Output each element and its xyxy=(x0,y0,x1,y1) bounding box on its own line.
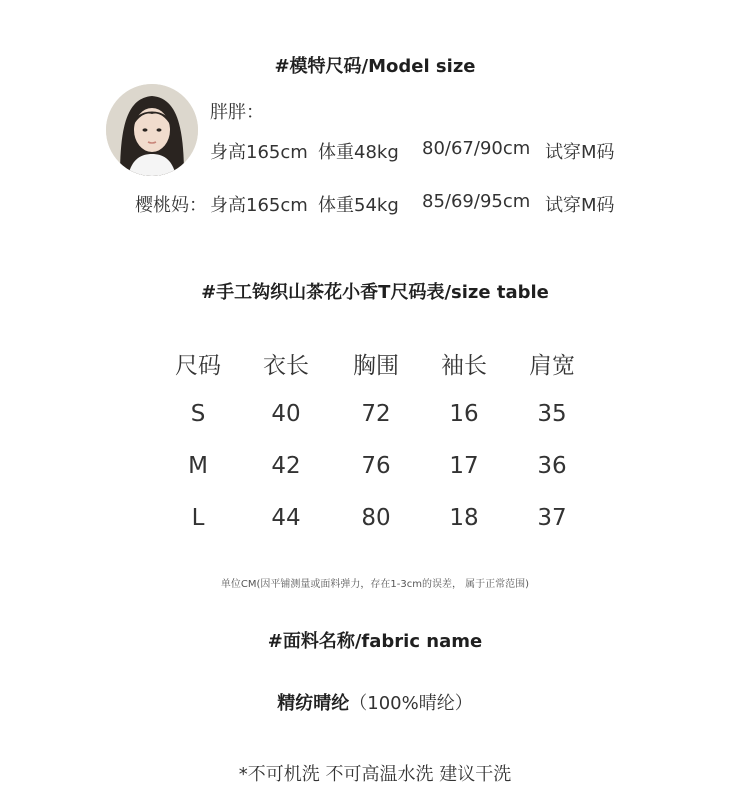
fabric-name xyxy=(0,689,750,715)
model2-weight: 体重54kg xyxy=(318,195,399,216)
model1-try-size: 试穿M码 xyxy=(545,142,615,163)
table-row xyxy=(0,453,750,493)
cell-length: 44 xyxy=(271,505,301,531)
cell-shoulder: 37 xyxy=(537,505,567,531)
header-length: 衣长 xyxy=(263,353,309,379)
cell-sleeve: 17 xyxy=(449,453,479,479)
table-row xyxy=(0,401,750,441)
model2-height: 身高165cm xyxy=(210,195,308,216)
cell-sleeve: 16 xyxy=(449,401,479,427)
model-size-title: #模特尺码/Model size xyxy=(274,56,476,77)
cell-size: S xyxy=(190,401,206,427)
header-shoulder: 肩宽 xyxy=(529,353,575,379)
model1-weight: 体重48kg xyxy=(318,142,399,163)
model2-name: 樱桃妈： xyxy=(135,195,207,216)
cell-chest: 76 xyxy=(361,453,391,479)
fabric-title: #面料名称/fabric name xyxy=(267,631,483,652)
size-table-title: #手工钩织山茶花小香T尺码表/size table xyxy=(201,282,549,303)
model1-height: 身高165cm xyxy=(210,142,308,163)
cell-chest: 72 xyxy=(361,401,391,427)
table-row xyxy=(0,505,750,545)
model-avatar xyxy=(106,84,198,176)
cell-chest: 80 xyxy=(361,505,391,531)
model2-try-size: 试穿M码 xyxy=(545,195,615,216)
fabric-name-bold: 精纺晴纶 xyxy=(277,693,350,714)
cell-size: L xyxy=(191,505,205,531)
header-sleeve: 袖长 xyxy=(441,353,487,379)
cell-size: M xyxy=(188,453,208,479)
care-instructions: *不可机洗 不可高温水洗 建议干洗 xyxy=(238,764,512,785)
cell-sleeve: 18 xyxy=(449,505,479,531)
measurement-note: 单位CM(因平铺测量或面料弹力，存在1-3cm的误差， 属于正常范围) xyxy=(220,579,530,590)
model1-measurements: 80/67/90cm xyxy=(422,138,531,159)
fabric-name-detail: （100%晴纶） xyxy=(349,693,473,714)
cell-shoulder: 35 xyxy=(537,401,567,427)
cell-length: 40 xyxy=(271,401,301,427)
size-table-header xyxy=(0,347,750,387)
cell-shoulder: 36 xyxy=(537,453,567,479)
header-size: 尺码 xyxy=(175,353,221,379)
model1-name: 胖胖： xyxy=(210,102,264,123)
header-chest: 胸围 xyxy=(353,353,399,379)
avatar-image xyxy=(106,84,198,176)
model2-measurements: 85/69/95cm xyxy=(422,191,531,212)
cell-length: 42 xyxy=(271,453,301,479)
